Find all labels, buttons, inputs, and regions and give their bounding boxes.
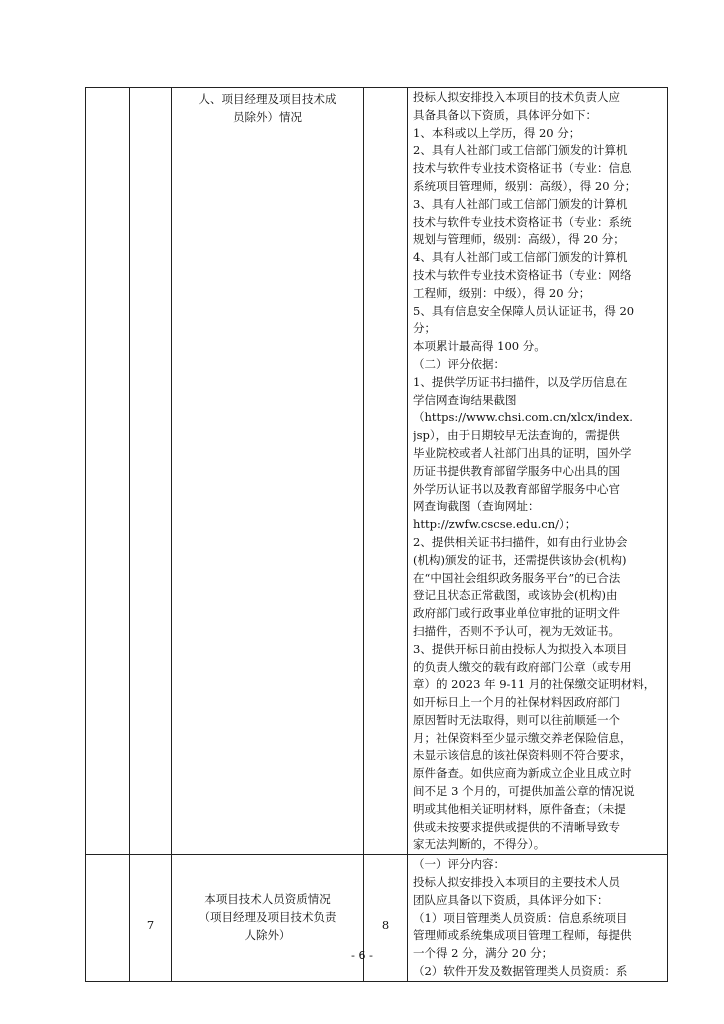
content-line: 外学历认证书以及教育部留学服务中心官 <box>413 481 620 496</box>
content-line: 毕业院校或者人社部门出具的证明，国外学 <box>413 445 632 460</box>
table-row-continued <box>86 88 668 855</box>
content-line: 2、提供相关证书扫描件，如有由行业协会 <box>413 534 628 549</box>
criteria-cell-continued <box>172 88 364 855</box>
content-line: 月；社保资料至少显示缴交养老保险信息， <box>413 730 632 745</box>
content-line: 原件备查。如供应商为新成立企业且成立时 <box>413 766 632 781</box>
content-line: 3、提供开标日前由投标人为拟投入本项目 <box>413 641 628 656</box>
content-line: 5、具有信息安全保障人员认证证书，得 20 <box>413 303 635 318</box>
content-line: 技术与软件专业技术资格证书（专业：网络 <box>413 267 632 282</box>
content-line: 间不足 3 个月的，可提供加盖公章的情况说 <box>413 784 635 799</box>
content-cell <box>408 855 668 982</box>
content-line: http://zwfw.cscse.edu.cn/）； <box>413 517 577 532</box>
content-line: 登记且状态正常截图，或该协会(机构)由 <box>413 588 618 603</box>
content-line: 在“中国社会组织政务服务平台”的已合法 <box>413 570 621 585</box>
score-cell-continued <box>364 88 408 855</box>
content-line: 如开标日上一个月的社保材料因政府部门 <box>413 695 620 710</box>
content-line: （2）软件开发及数据管理类人员资质：系 <box>413 964 628 979</box>
scoring-table <box>85 87 668 982</box>
content-line: 技术与软件专业技术资格证书（专业：信息 <box>413 161 632 176</box>
content-line: （1）项目管理类人员资质：信息系统项目 <box>413 910 628 925</box>
criteria-line: 员除外）情况 <box>233 109 302 124</box>
group-cell <box>86 855 130 982</box>
criteria-cell <box>172 855 364 982</box>
content-line: 具备具备以下资质，具体评分如下： <box>413 107 597 122</box>
content-line: 分； <box>413 321 436 336</box>
content-line: 投标人拟安排投入本项目的技术负责人应 <box>413 90 620 104</box>
page-number: - 6 - <box>351 949 373 962</box>
seq-cell: 7 <box>130 855 172 982</box>
content-line: 技术与软件专业技术资格证书（专业：系统 <box>413 214 632 229</box>
content-line: 3、具有人社部门或工信部门颁发的计算机 <box>413 196 628 211</box>
content-cell-continued <box>408 88 668 855</box>
content-line: 政府部门或行政事业单位审批的证明文件 <box>413 606 620 621</box>
content-line: 网查询截图（查询网址： <box>413 499 540 514</box>
criteria-line: 人、项目经理及项目技术成 <box>198 92 337 106</box>
content-line: 1、提供学历证书扫描件，以及学历信息在 <box>413 374 628 389</box>
content-line: 扫描件，否则不予认可，视为无效证书。 <box>413 623 620 638</box>
content-line: （一）评分内容： <box>413 857 505 872</box>
content-line: 4、具有人社部门或工信部门颁发的计算机 <box>413 250 628 265</box>
seq-cell-continued <box>130 88 172 855</box>
table-row-7 <box>86 855 668 982</box>
content-line: jsp），由于日期较早无法查询的，需提供 <box>413 428 620 443</box>
content-line: 投标人拟安排投入本项目的主要技术人员 <box>413 875 620 890</box>
content-line: 1、本科或以上学历，得 20 分； <box>413 125 581 140</box>
content-line: 系统项目管理师，级别：高级），得 20 分； <box>413 178 637 193</box>
content-line: 2、具有人社部门或工信部门颁发的计算机 <box>413 143 628 158</box>
content-line: （https://www.chsi.com.cn/xlcx/index. <box>413 410 633 425</box>
content-line: 家无法判断的，不得分）。 <box>413 837 546 852</box>
criteria-line: （项目经理及项目技术负责 <box>198 910 337 925</box>
group-cell <box>86 88 130 855</box>
content-line: 章）的 2023 年 9-11 月的社保缴交证明材料， <box>413 677 656 692</box>
content-line: 明或其他相关证明材料，原件备查；（未提 <box>413 801 626 816</box>
content-line: 工程师，级别：中级），得 20 分； <box>413 285 591 300</box>
content-line: 供或未按要求提供或提供的不清晰导致专 <box>413 819 620 834</box>
score-cell: 8 <box>364 855 408 982</box>
content-line: 的负责人缴交的载有政府部门公章（或专用 <box>413 659 632 674</box>
content-line: 原因暂时无法取得，则可以往前顺延一个 <box>413 712 620 727</box>
content-line: 未显示该信息的该社保资料则不符合要求， <box>413 748 632 763</box>
content-line: （二）评分依据： <box>413 356 505 371</box>
content-line: 历证书提供教育部留学服务中心出具的国 <box>413 463 620 478</box>
criteria-line: 人除外） <box>244 927 291 942</box>
content-line: 一个得 2 分，满分 20 分； <box>413 946 554 961</box>
content-line: 管理师或系统集成项目管理工程师，每提供 <box>413 928 632 943</box>
content-line: 规划与管理师，级别：高级），得 20 分； <box>413 232 625 247</box>
content-line: (机构)颁发的证书，还需提供该协会(机构) <box>413 552 627 567</box>
criteria-line: 本项目技术人员资质情况 <box>204 892 331 907</box>
content-line: 本项累计最高得 100 分。 <box>413 339 546 354</box>
content-line: 学信网查询结果截图 <box>413 392 517 407</box>
content-line: 团队应具备以下资质，具体评分如下： <box>413 892 609 907</box>
